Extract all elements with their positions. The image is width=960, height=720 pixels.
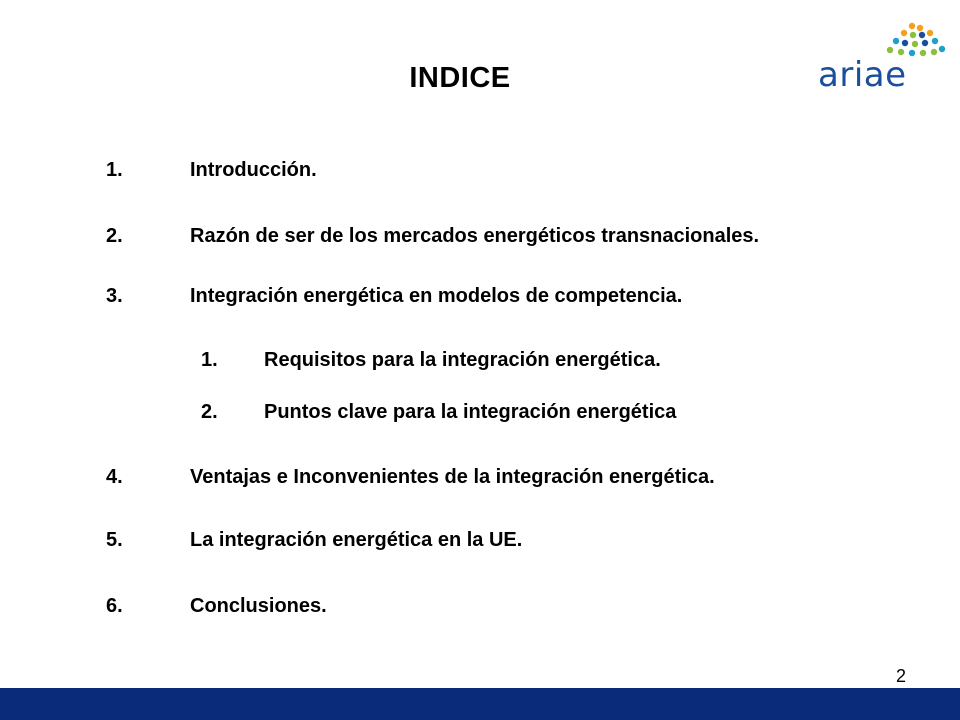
logo-text: ariae bbox=[818, 55, 907, 95]
item-text: Introducción. bbox=[190, 159, 317, 181]
subitem-number: 2. bbox=[201, 401, 218, 423]
item-text: La integración energética en la UE. bbox=[190, 529, 523, 551]
subitem-number: 1. bbox=[201, 349, 218, 371]
item-number: 1. bbox=[106, 159, 123, 181]
item-number: 5. bbox=[106, 529, 123, 551]
item-text: Razón de ser de los mercados energéticos transnacionales. bbox=[190, 225, 760, 247]
item-number: 3. bbox=[106, 285, 123, 307]
item-text: Ventajas e Inconvenientes de la integración energética. bbox=[190, 466, 715, 488]
item-text: Conclusiones. bbox=[190, 595, 327, 617]
footer-bar bbox=[0, 688, 960, 720]
item-number: 6. bbox=[106, 595, 123, 617]
item-number: 4. bbox=[106, 466, 123, 488]
item-number: 2. bbox=[106, 225, 123, 247]
page-number: 2 bbox=[896, 666, 907, 686]
ariae-logo bbox=[818, 22, 948, 94]
slide-title: INDICE bbox=[409, 62, 511, 94]
item-text: Integración energética en modelos de competencia. bbox=[190, 285, 683, 307]
subitem-text: Requisitos para la integración energética. bbox=[264, 349, 661, 371]
subitem-text: Puntos clave para la integración energética bbox=[264, 401, 677, 423]
